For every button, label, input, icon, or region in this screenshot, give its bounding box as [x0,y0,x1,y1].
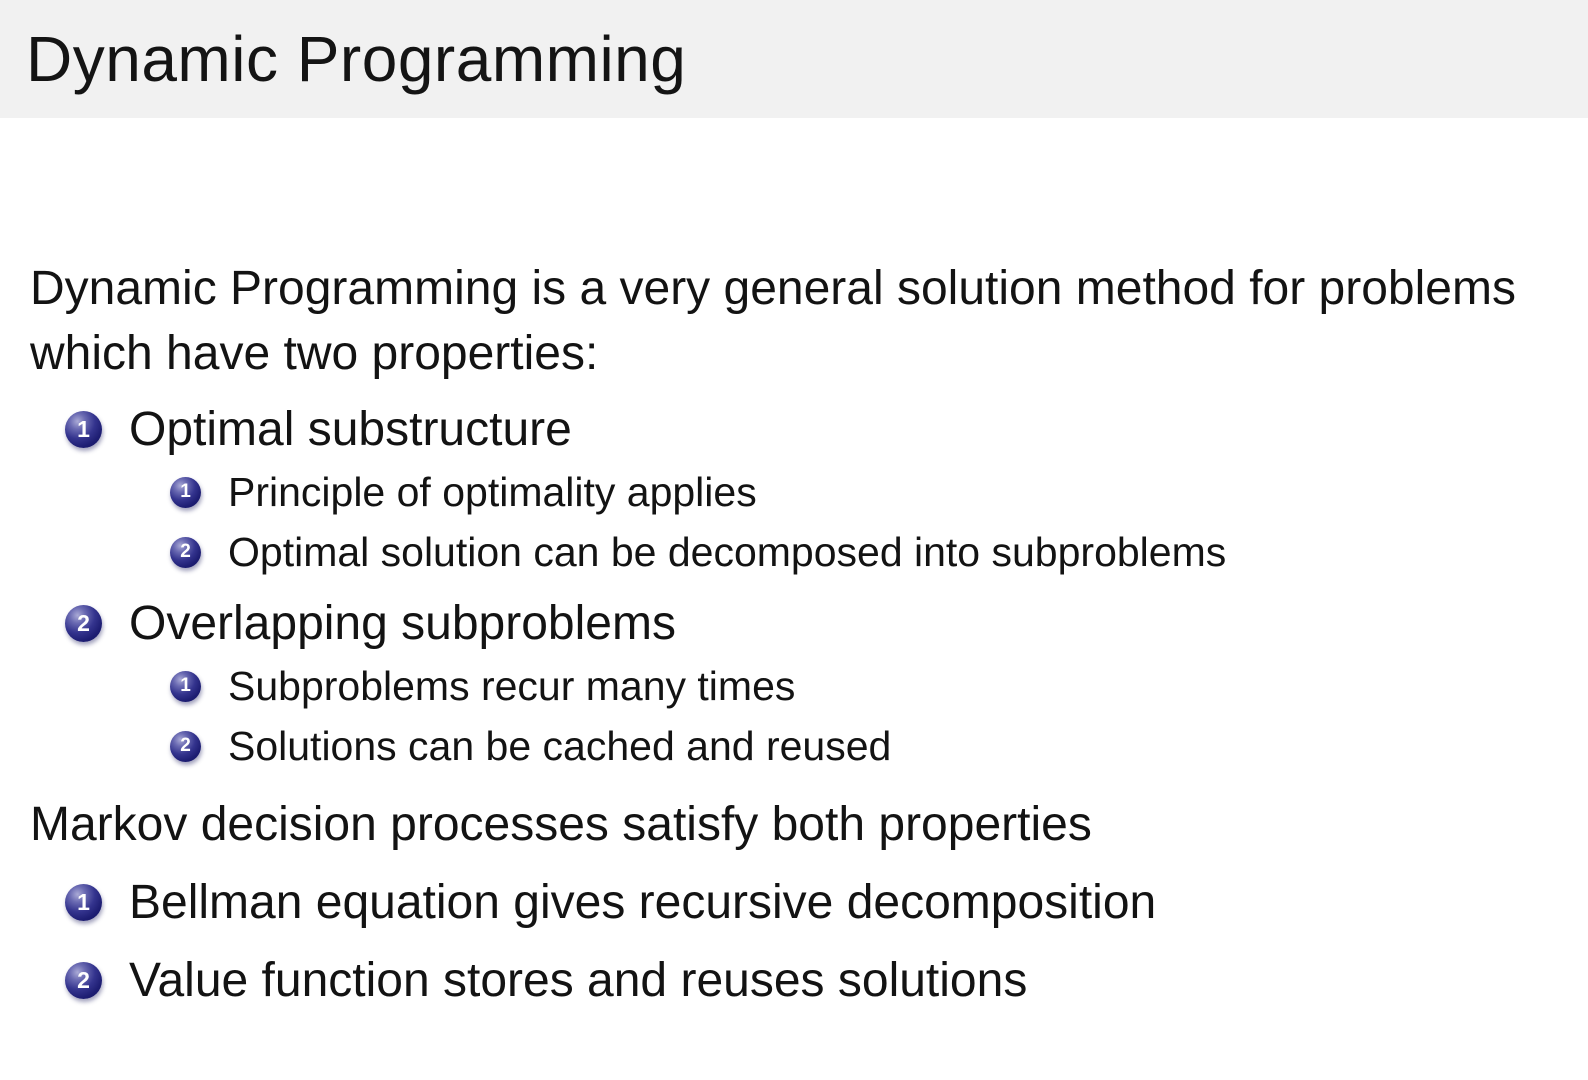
list-item-value-function [65,949,1558,1011]
list-subitem-label: Principle of optimality applies [228,468,757,515]
list-item-optimal-substructure [65,398,1558,460]
list-subitem-label: Subproblems recur many times [228,662,796,709]
enumeration-ball-icon: 1 [170,671,201,702]
list-item-label: Overlapping subproblems [129,596,676,650]
intro-line-2: which have two properties: [30,327,599,380]
intro-paragraph [30,256,1558,386]
list-subitem-label: Solutions can be cached and reused [228,722,892,769]
mdp-statement: Markov decision processes satisfy both properties [30,798,1092,851]
page-title: Dynamic Programming [26,23,687,95]
list-subitem-principle-of-optimality [170,464,1558,520]
list-subitem-label: Optimal solution can be decomposed into subproblems [228,528,1227,575]
intro-line-1: Dynamic Programming is a very general solution method for problems [30,262,1516,315]
enumeration-ball-icon: 2 [65,605,102,642]
list-item-overlapping-subproblems [65,592,1558,654]
enumeration-ball-icon: 1 [170,477,201,508]
title-bar [0,0,1588,118]
list-item-label: Bellman equation gives recursive decomposition [129,875,1157,929]
enumeration-ball-icon: 1 [65,884,102,921]
enumeration-ball-icon: 2 [170,731,201,762]
enumeration-ball-icon: 2 [170,537,201,568]
enumeration-ball-icon: 1 [65,411,102,448]
list-item-label: Value function stores and reuses solutions [129,953,1028,1007]
list-item-bellman-equation [65,871,1558,933]
list-subitem-solutions-cached [170,718,1558,774]
list-subitem-subproblems-recur [170,658,1558,714]
list-subitem-optimal-solution-decomposed [170,524,1558,580]
slide-content [0,256,1588,1011]
list-item-label: Optimal substructure [129,402,572,456]
enumeration-ball-icon: 2 [65,962,102,999]
